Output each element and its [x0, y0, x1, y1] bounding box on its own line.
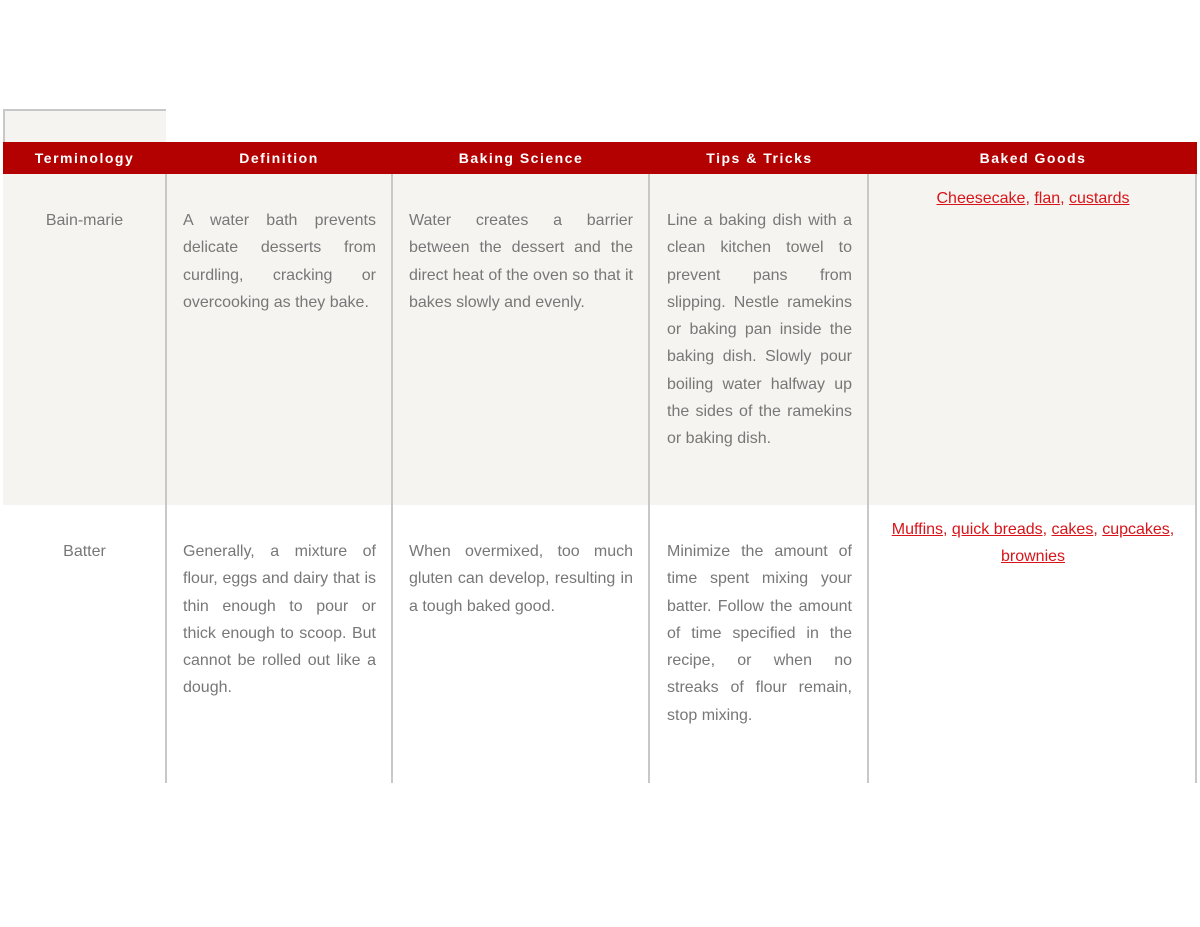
table-corner-tab: [3, 109, 166, 142]
link-muffins[interactable]: Muffins: [891, 521, 944, 538]
table-row: [3, 174, 1197, 505]
tips-cell: Minimize the amount of time spent mixing your batter. Follow the amount of time specified in the recipe, or when no streaks of flour remain, stop mixing.: [667, 543, 852, 724]
science-cell: When overmixed, too much gluten can develop, resulting in a tough baked good.: [409, 543, 633, 615]
header-baking-science: Baking Science: [458, 150, 584, 166]
header-definition: Definition: [239, 150, 319, 166]
link-brownies[interactable]: brownies: [1000, 548, 1066, 566]
term-cell: Batter: [63, 543, 106, 560]
link-cupcakes[interactable]: cupcakes: [1102, 521, 1170, 538]
table-row: [3, 505, 1197, 783]
link-cheesecake[interactable]: Cheesecake: [936, 190, 1026, 207]
science-cell: Water creates a barrier between the dessert and the direct heat of the oven so that it bakes slowly and evenly.: [409, 212, 633, 311]
tips-cell: Line a baking dish with a clean kitchen towel to prevent pans from slipping. Nestle ramekins or baking pan inside the baking dish. Slowly pour boiling water halfway up the sides of the ramekins or baking dish.: [667, 212, 852, 448]
term-cell: Bain-marie: [45, 212, 124, 229]
definition-cell: Generally, a mixture of flour, eggs and dairy that is thin enough to pour or thick enough to scoop. But cannot be rolled out like a dough.: [183, 543, 376, 697]
column-divider: [391, 174, 393, 783]
header-tips-tricks: Tips & Tricks: [706, 150, 813, 166]
column-divider: [1195, 174, 1197, 783]
link-cakes[interactable]: cakes: [1051, 521, 1094, 538]
baked-goods-cell: Muffins, quick breads, cakes, cupcakes, brownies: [891, 521, 1175, 566]
link-quick-breads[interactable]: quick breads: [951, 521, 1043, 538]
table-header-row: [3, 142, 1197, 174]
header-terminology: Terminology: [34, 150, 135, 166]
link-flan[interactable]: flan: [1034, 190, 1061, 207]
definition-cell: A water bath prevents delicate desserts from curdling, cracking or overcooking as they bake.: [183, 212, 376, 311]
column-divider: [867, 174, 869, 783]
baking-terms-table: [3, 142, 1197, 783]
baked-goods-cell: Cheesecake, flan, custards: [936, 190, 1130, 207]
column-divider: [648, 174, 650, 783]
column-divider: [165, 174, 167, 783]
link-custards[interactable]: custards: [1069, 190, 1130, 207]
header-baked-goods: Baked Goods: [979, 150, 1087, 166]
